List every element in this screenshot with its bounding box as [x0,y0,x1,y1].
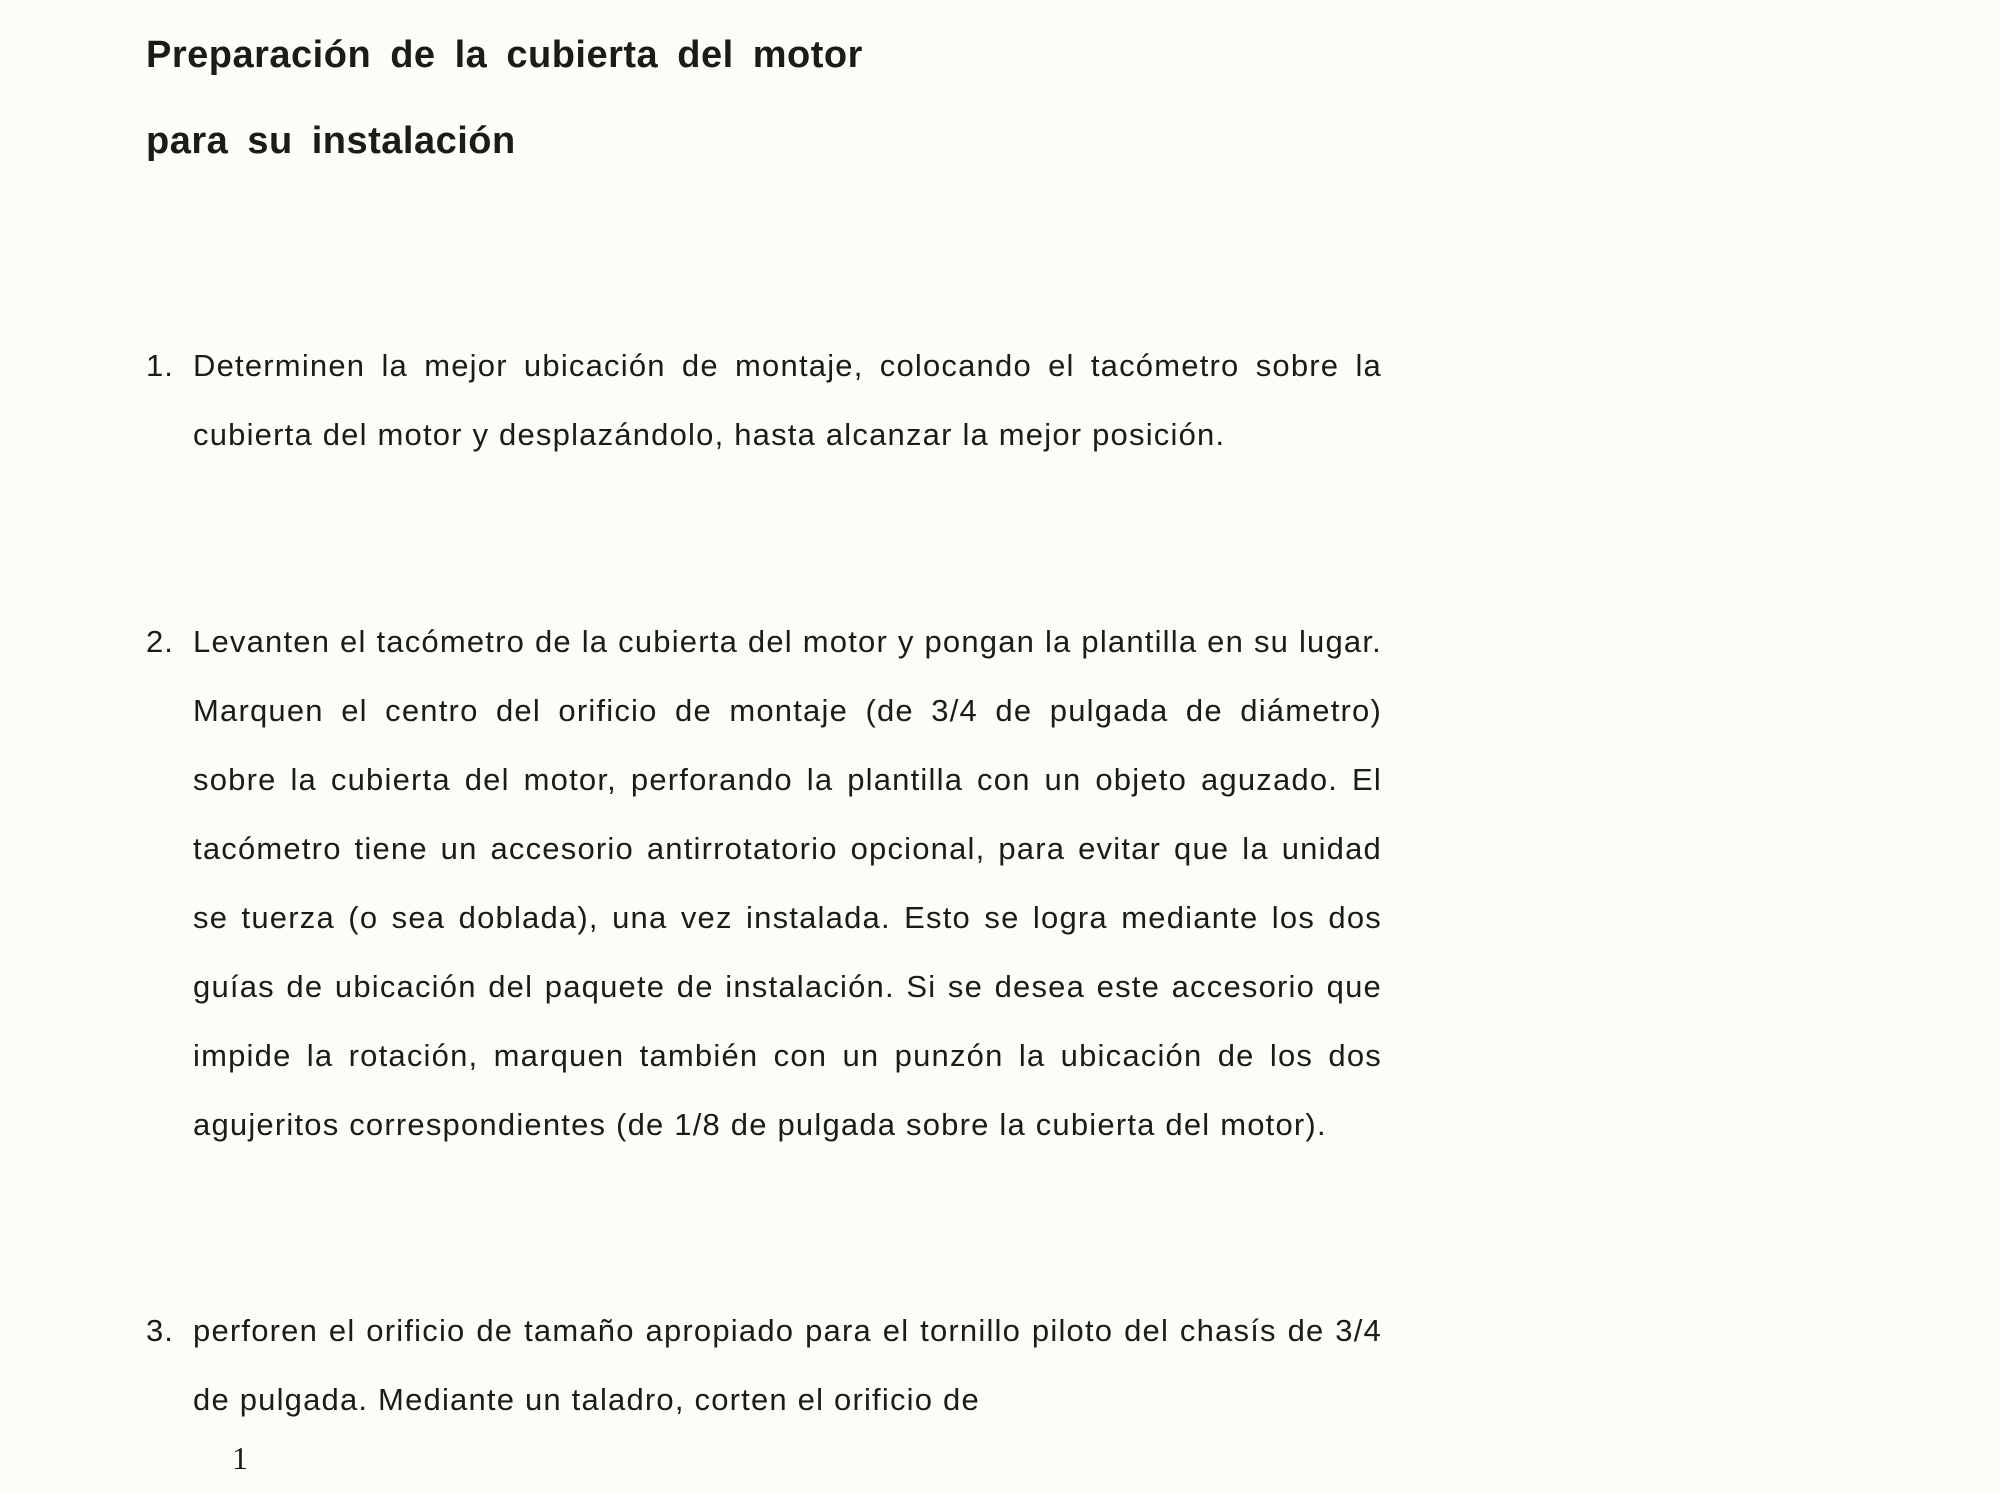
list-item-text: Determinen la mejor ubicación de montaje, colocando el tacómetro sobre la cubierta del motor y desplazándolo, hasta alcanzar la mejor posición. [193,348,1382,452]
page-title-line-1: Preparación de la cubierta del motor [146,34,863,76]
list-item-number: 3. [146,1313,174,1348]
list-item-text: Levanten el tacómetro de la cubierta del motor y pongan la plantilla en su lugar. Marquen el centro del orificio de montaje (de 3/4 de pulgada de diámetro) sobre la cubierta del motor, perforando la plantilla con un objeto aguzado. El tacómetro tiene un accesorio antirrotatorio opcional, para evitar que la unidad se tuerza (o sea doblada), una vez instalada. Esto se logra mediante los dos guías de ubicación del paquete de instalación. Si se desea este accesorio que impide la rotación, marquen también con un punzón la ubicación de los dos agujeritos correspondientes (de 1/8 de pulgada sobre la cubierta del motor). [193,624,1382,1142]
list-item-number: 1. [146,348,174,383]
list-item-number: 2. [146,624,174,659]
page-number: 1 [232,1440,248,1476]
list-item-text: perforen el orificio de tamaño apropiado para el tornillo piloto del chasís de 3/4 de pulgada. Mediante un taladro, corten el orificio de [193,1313,1382,1417]
page-title-line-2: para su instalación [146,120,516,162]
